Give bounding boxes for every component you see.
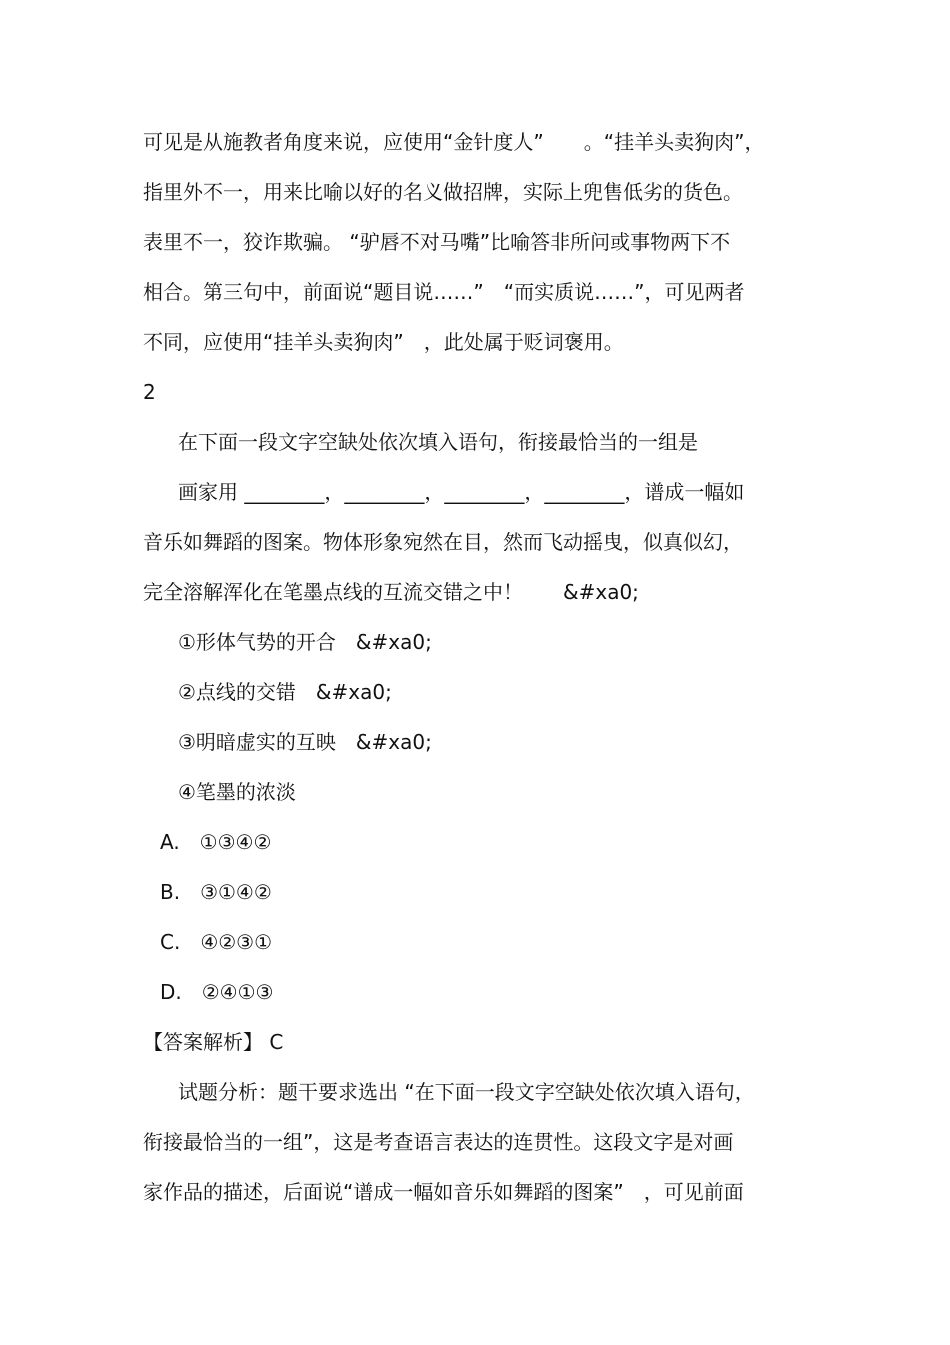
passage-line-3: 完全溶解浑化在笔墨点线的互流交错之中！ &#xa0;: [143, 580, 639, 604]
answer-label: 【答案解析】 C: [143, 1030, 284, 1054]
passage-line-2: 音乐如舞蹈的图案。物体形象宛然在目，然而飞动摇曳，似真似幻，: [143, 530, 743, 554]
statement-item-1: ①形体气势的开合 &#xa0;: [178, 630, 432, 654]
analysis-line-4: 相合。第三句中，前面说“题目说……” “而实质说……”，可见两者: [143, 280, 745, 304]
option-b: B. ③①④②: [160, 880, 272, 904]
option-c: C. ④②③①: [160, 930, 273, 954]
option-a: A. ①③④②: [160, 830, 272, 854]
statement-item-4: ④笔墨的浓淡: [178, 780, 296, 804]
question-prompt: 在下面一段文字空缺处依次填入语句，衔接最恰当的一组是: [178, 430, 698, 454]
passage-line-1: 画家用 ________，________，________，________，谱成一幅如: [178, 480, 745, 504]
answer-analysis-line-2: 衔接最恰当的一组”，这是考查语言表达的连贯性。这段文字是对画: [143, 1130, 734, 1154]
analysis-line-3: 表里不一，狡诈欺骗。 “驴唇不对马嘴”比喻答非所问或事物两下不: [143, 230, 731, 254]
statement-item-3: ③明暗虚实的互映 &#xa0;: [178, 730, 432, 754]
answer-analysis-line-1: 试题分析：题干要求选出 “在下面一段文字空缺处依次填入语句，: [178, 1080, 755, 1104]
statement-item-2: ②点线的交错 &#xa0;: [178, 680, 392, 704]
question-number: 2: [143, 380, 156, 404]
analysis-line-2: 指里外不一，用来比喻以好的名义做招牌，实际上兜售低劣的货色。: [143, 180, 743, 204]
option-d: D. ②④①③: [160, 980, 274, 1004]
analysis-line-5: 不同，应使用“挂羊头卖狗肉” ，此处属于贬词褒用。: [143, 330, 624, 354]
analysis-line-1: 可见是从施教者角度来说，应使用“金针度人” 。“挂羊头卖狗肉”，: [143, 130, 765, 154]
answer-analysis-line-3: 家作品的描述，后面说“谱成一幅如音乐如舞蹈的图案” ，可见前面: [143, 1180, 744, 1204]
